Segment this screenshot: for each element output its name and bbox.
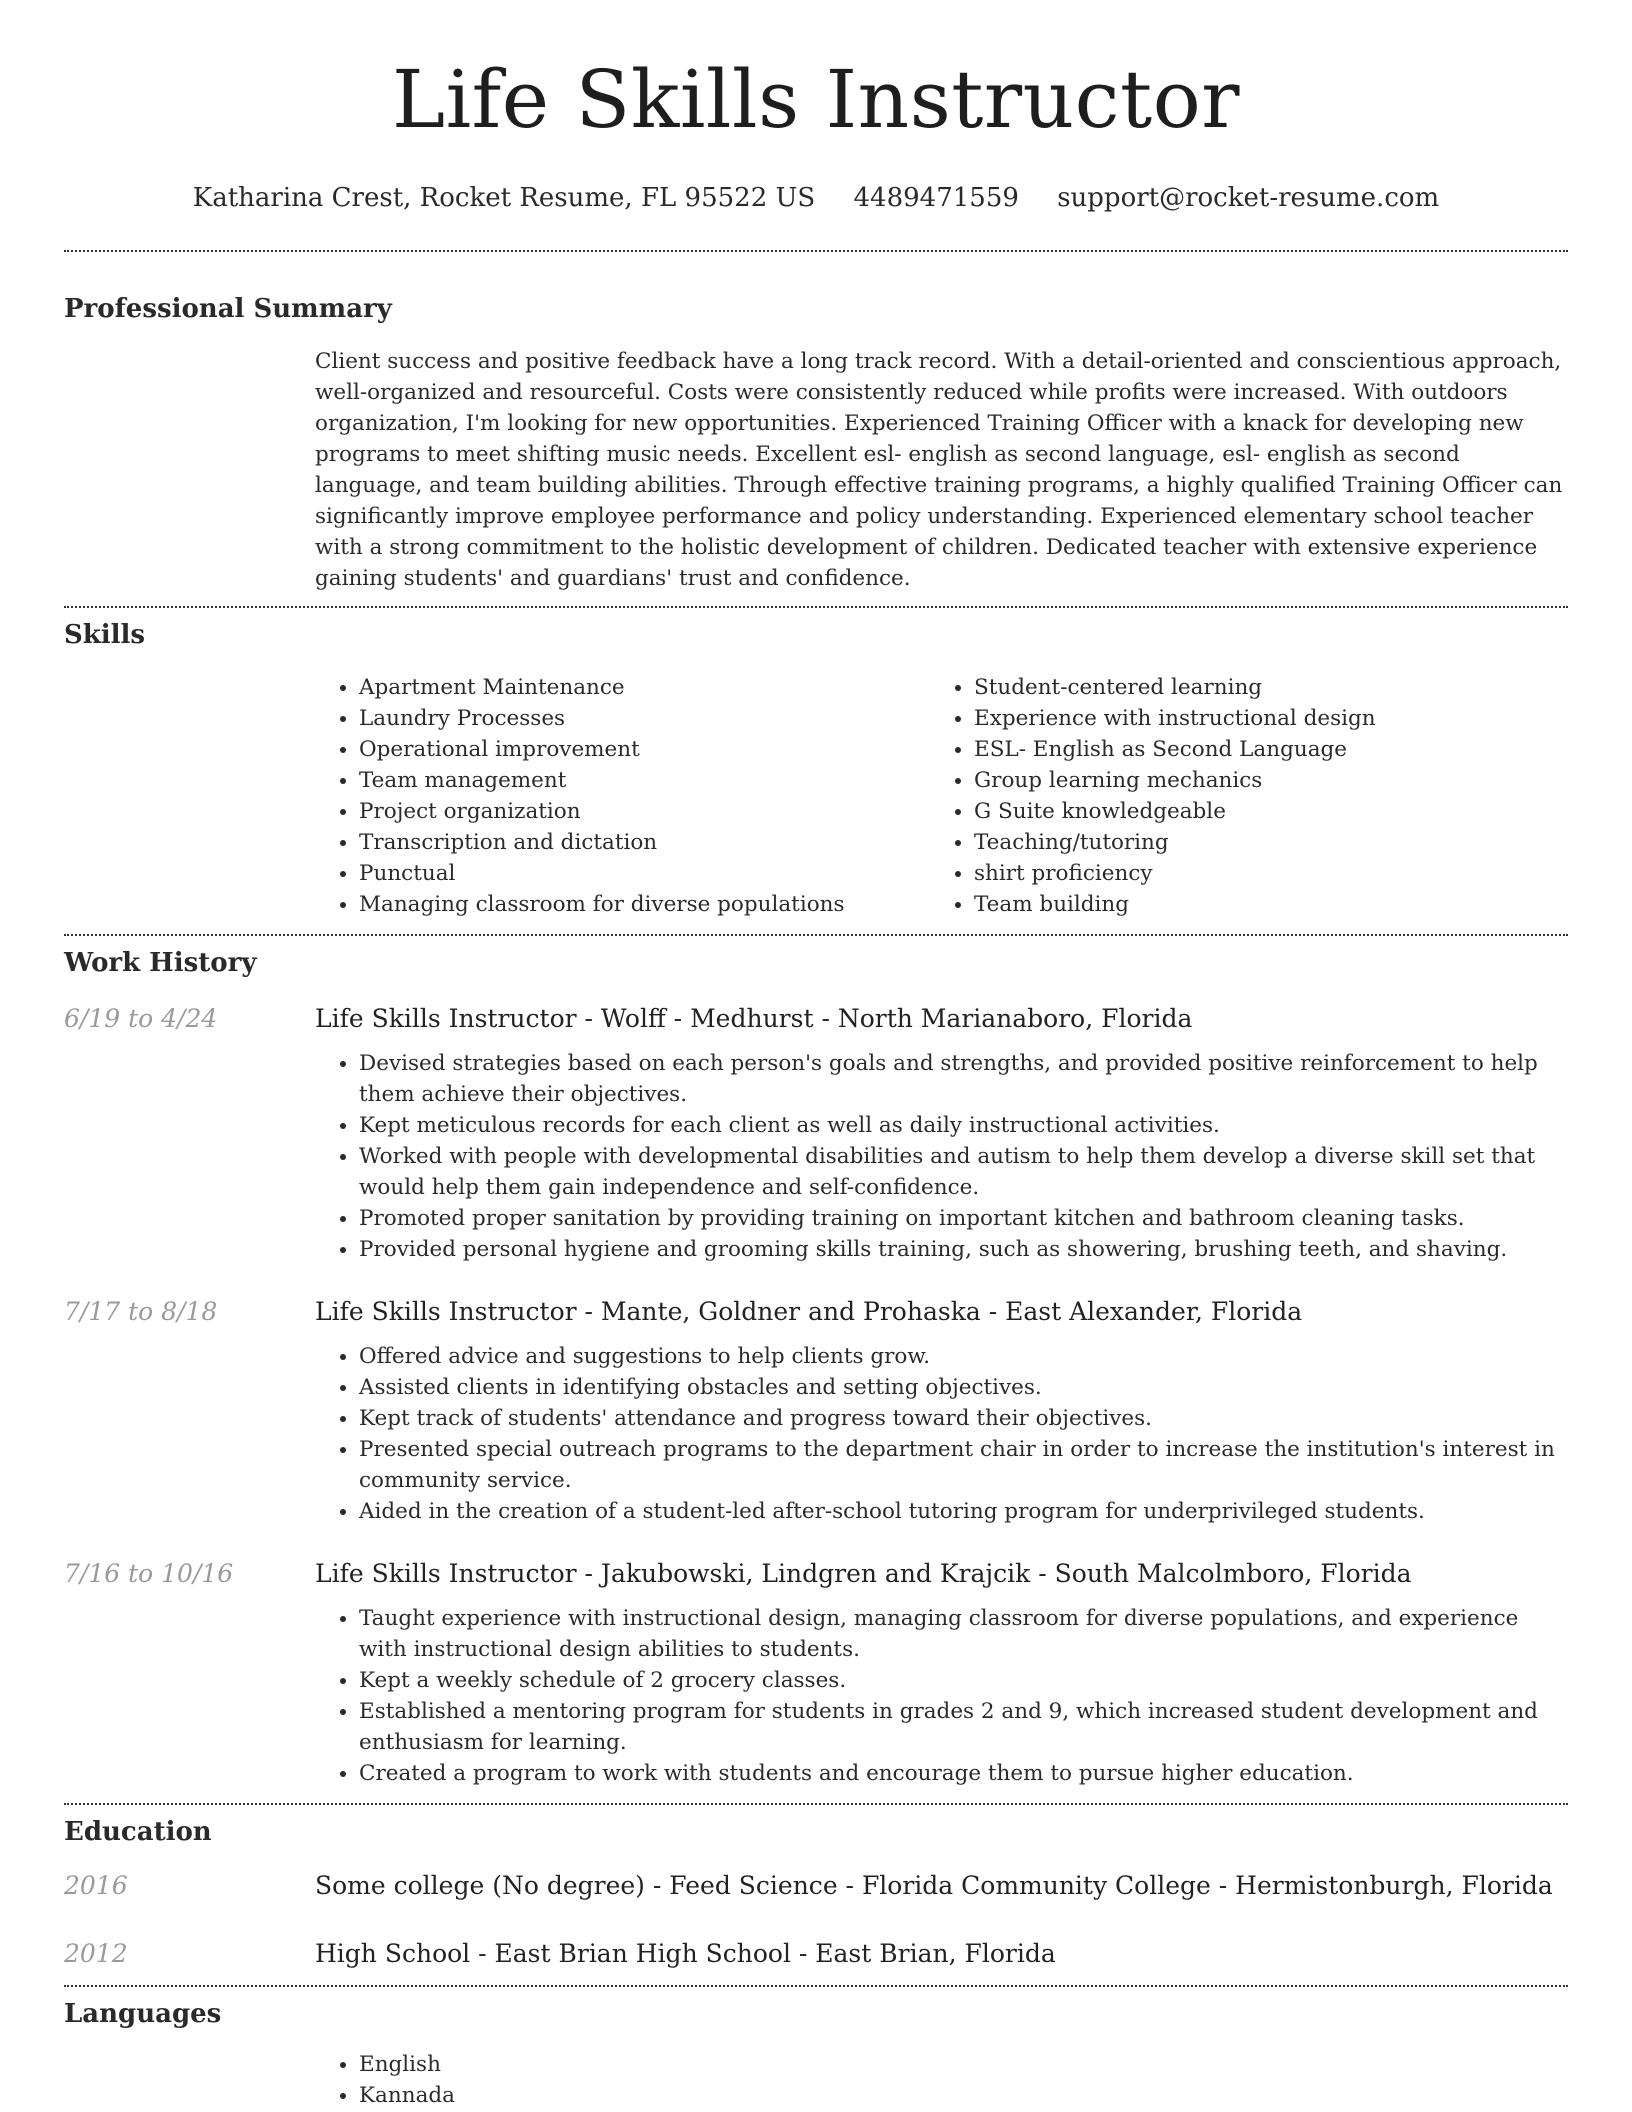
job-duties: [315, 1341, 1568, 1527]
skills-column-left: [315, 672, 930, 920]
divider: [64, 1803, 1568, 1805]
skill-item: • ESL- English as Second Language: [974, 734, 1545, 765]
summary-text: Client success and positive feedback have a long track record. With a detail-oriented and conscientious approach, well-organized and resourceful. Costs were consistently reduced while profits were increased. With outdoors organization, I'm looking for new opportunities. Experienced Training Officer with a knack for developing new programs to meet shifting music needs. Excellent esl- english as second language, esl- english as second language, and team building abilities. Through effective training programs, a highly qualified Training Officer can significantly improve employee performance and policy understanding. Experienced elementary school teacher with a strong commitment to the holistic development of children. Dedicated teacher with extensive experience gaining students' and guardians' trust and confidence.: [315, 349, 1563, 591]
job-bullet: • Devised strategies based on each person's goals and strengths, and provided positive reinforcement to help them achieve their objectives.: [359, 1048, 1568, 1110]
job-bullet: • Aided in the creation of a student-led after-school tutoring program for underprivileged students.: [359, 1496, 1568, 1527]
divider: [64, 606, 1568, 608]
job-header: [64, 1295, 1568, 1329]
skill-item: • G Suite knowledgeable: [974, 796, 1545, 827]
skill-item: • shirt proficiency: [974, 858, 1545, 889]
divider: [64, 934, 1568, 936]
job-bullet: • Promoted proper sanitation by providing training on important kitchen and bathroom cleaning tasks.: [359, 1203, 1568, 1234]
section-title-languages: Languages: [64, 1999, 222, 2029]
skill-item: • Apartment Maintenance: [359, 672, 930, 703]
section-title-summary: Professional Summary: [64, 294, 392, 324]
job-bullet-list: [315, 1341, 1568, 1527]
job-header: [64, 1002, 1568, 1036]
section-title-work: Work History: [64, 948, 257, 978]
divider: [64, 1985, 1568, 1987]
skill-item: • Team building: [974, 889, 1545, 920]
education-list: [64, 1869, 1568, 1971]
job-duties: [315, 1048, 1568, 1265]
job-date: 7/16 to 10/16: [64, 1559, 234, 1588]
skill-item: • Transcription and dictation: [359, 827, 930, 858]
job-bullet: • Established a mentoring program for students in grades 2 and 9, which increased student development and enthusiasm for learning.: [359, 1696, 1568, 1758]
education-title: High School - East Brian High School - East Brian, Florida: [315, 1939, 1056, 1968]
skill-item: • Experience with instructional design: [974, 703, 1545, 734]
job-title: Life Skills Instructor - Jakubowski, Lindgren and Krajcik - South Malcolmboro, Florida: [315, 1559, 1412, 1588]
languages-block: [315, 2049, 1568, 2111]
divider: [64, 250, 1568, 252]
job-entry: [64, 1557, 1568, 1789]
education-date: 2016: [64, 1871, 128, 1900]
job-entry: [64, 1002, 1568, 1265]
job-bullet: • Worked with people with developmental disabilities and autism to help them develop a diverse skill set that would help them gain independence and self-confidence.: [359, 1141, 1568, 1203]
education-title: Some college (No degree) - Feed Science - Florida Community College - Hermistonburgh, Florida: [315, 1871, 1553, 1900]
skill-item: • Group learning mechanics: [974, 765, 1545, 796]
job-bullet: • Kept track of students' attendance and progress toward their objectives.: [359, 1403, 1568, 1434]
job-duties: [315, 1603, 1568, 1789]
skills-grid: [315, 672, 1568, 920]
job-header: [64, 1557, 1568, 1591]
skill-item: • Operational improvement: [359, 734, 930, 765]
skill-item: • Team management: [359, 765, 930, 796]
job-bullet: • Kept meticulous records for each client as well as daily instructional activities.: [359, 1110, 1568, 1141]
skill-item: • Project organization: [359, 796, 930, 827]
education-date: 2012: [64, 1939, 128, 1968]
resume-name: Life Skills Instructor: [391, 53, 1241, 146]
job-title: Life Skills Instructor - Mante, Goldner and Prohaska - East Alexander, Florida: [315, 1297, 1303, 1326]
section-title-education: Education: [64, 1817, 212, 1847]
skills-list-left: [315, 672, 930, 920]
job-bullet-list: [315, 1603, 1568, 1789]
job-bullet: • Taught experience with instructional design, managing classroom for diverse populations, and experience with instructional design abilities to students.: [359, 1603, 1568, 1665]
education-entry: [64, 1937, 1568, 1971]
language-item: • English: [359, 2049, 1568, 2080]
skills-list-right: [930, 672, 1545, 920]
section-title-skills: Skills: [64, 620, 146, 650]
job-bullet-list: [315, 1048, 1568, 1265]
job-bullet: • Provided personal hygiene and grooming skills training, such as showering, brushing teeth, and shaving.: [359, 1234, 1568, 1265]
skill-item: • Managing classroom for diverse populations: [359, 889, 930, 920]
contact-phone: 4489471559: [853, 183, 1019, 213]
job-bullet: • Created a program to work with students and encourage them to pursue higher education.: [359, 1758, 1568, 1789]
skill-item: • Laundry Processes: [359, 703, 930, 734]
job-date: 6/19 to 4/24: [64, 1004, 218, 1033]
languages-list: [315, 2049, 1568, 2111]
job-bullet: • Assisted clients in identifying obstacles and setting objectives.: [359, 1372, 1568, 1403]
job-entry: [64, 1295, 1568, 1527]
job-bullet: • Offered advice and suggestions to help clients grow.: [359, 1341, 1568, 1372]
job-bullet: • Kept a weekly schedule of 2 grocery classes.: [359, 1665, 1568, 1696]
job-date: 7/17 to 8/18: [64, 1297, 218, 1326]
skill-item: • Punctual: [359, 858, 930, 889]
work-history-list: [64, 1002, 1568, 1789]
contact-address: Katharina Crest, Rocket Resume, FL 95522 US: [192, 183, 816, 213]
job-bullet: • Presented special outreach programs to the department chair in order to increase the institution's interest in community service.: [359, 1434, 1568, 1496]
skill-item: • Student-centered learning: [974, 672, 1545, 703]
skill-item: • Teaching/tutoring: [974, 827, 1545, 858]
skills-column-right: [930, 672, 1545, 920]
contact-email: support@rocket-resume.com: [1057, 183, 1440, 213]
resume-page: [64, 0, 1568, 2111]
job-title: Life Skills Instructor - Wolff - Medhurst - North Marianaboro, Florida: [315, 1004, 1193, 1033]
contact-line: [64, 180, 1568, 216]
language-item: • Kannada: [359, 2080, 1568, 2111]
education-entry: [64, 1869, 1568, 1903]
